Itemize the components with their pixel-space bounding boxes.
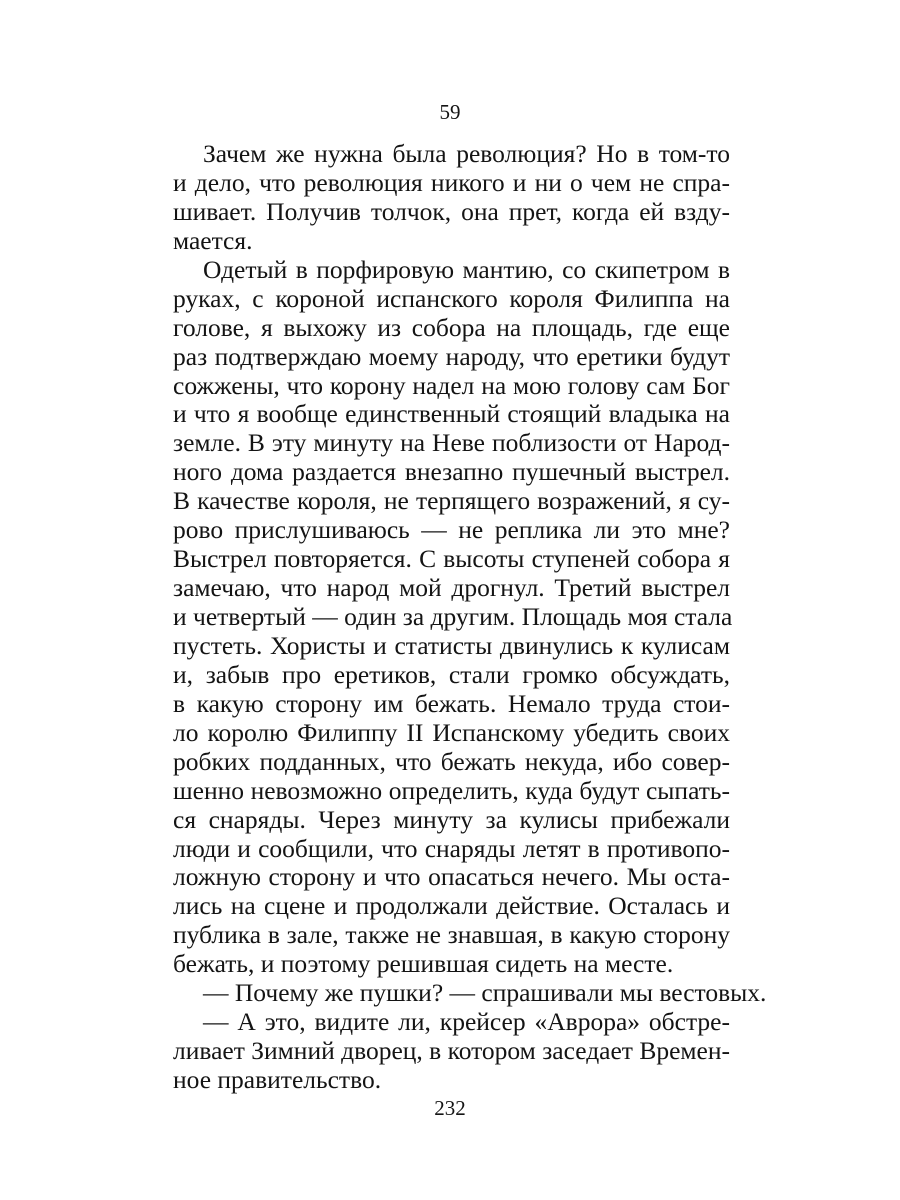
- dialogue-line: — Почему же пушки? — спрашивали мы вестовых.: [203, 978, 767, 1008]
- text-line: Выстрел повторяется. С высоты ступеней собора я: [173, 544, 730, 574]
- text-line: мается.: [173, 225, 253, 255]
- body-text: [173, 139, 767, 1095]
- text-line: и четвертый — один за другим. Площадь моя стала: [173, 602, 733, 631]
- text-line: ло королю Филиппу II Испанскому убедить своих: [173, 717, 730, 747]
- text-line: шенно невозможно определить, куда будут сыпать-: [173, 775, 730, 805]
- text-line: ливает Зимний дворец, в котором заседает Времен-: [173, 1036, 730, 1066]
- text-line: в какую сторону им бежать. Немало труда стои-: [173, 688, 730, 718]
- text-line: ложную сторону и что опасаться нечего. Мы оста-: [173, 862, 730, 892]
- running-header-number: 59: [439, 100, 461, 124]
- text-line: публика в зале, также не знавшая, в какую сторону: [173, 920, 730, 950]
- text-line: ного дома раздается внезапно пушечный выстрел.: [173, 457, 730, 487]
- text-line: сожжены, что корону надел на мою голову сам Бог: [173, 370, 730, 400]
- text-line: руках, с короной испанского короля Филиппа на: [173, 283, 730, 313]
- text-line-stressed: [173, 400, 730, 429]
- text-line: Одетый в порфировую мантию, со скипетром в: [203, 254, 730, 284]
- text-line: пустеть. Хористы и статисты двинулись к кулисам: [173, 630, 730, 660]
- text-line: шивает. Получив толчок, она прет, когда ей взду-: [173, 196, 730, 226]
- text-line: рово прислушиваюсь — не реплика ли это мне?: [173, 515, 730, 545]
- text-line: В качестве короля, не терпящего возражений, я су-: [173, 486, 730, 516]
- stress-mark: о: [529, 399, 543, 429]
- text-line: и дело, что революция никого и ни о чем не спра-: [173, 167, 730, 197]
- text-line: ное правительство.: [173, 1065, 382, 1094]
- text-line: бежать, и поэтому решившая сидеть на месте.: [173, 949, 674, 979]
- stressed-prefix: и что я вообще единственный ст: [173, 399, 530, 429]
- text-line: Зачем же нужна была революция? Но в том-то: [203, 139, 730, 168]
- text-line: и, забыв про еретиков, стали громко обсуждать,: [173, 659, 730, 689]
- text-line: лись на сцене и продолжали действие. Осталась и: [173, 891, 730, 921]
- text-line: земле. В эту минуту на Неве поблизости от Народ-: [173, 428, 730, 458]
- text-line: люди и сообщили, что снаряды летят в противопо-: [173, 833, 730, 863]
- text-line: замечаю, что народ мой дрогнул. Третий выстрел: [173, 573, 730, 603]
- text-line: робких подданных, что бежать некуда, ибо совер-: [173, 746, 730, 776]
- text-line: ся снаряды. Через минуту за кулисы прибежали: [173, 804, 730, 834]
- page-number: 232: [434, 1096, 466, 1120]
- stressed-suffix: ящий владыка на: [542, 399, 730, 429]
- text-line: голове, я выхожу из собора на площадь, где еще: [173, 312, 730, 342]
- text-line: раз подтверждаю моему народу, что еретики будут: [173, 341, 730, 371]
- dialogue-line: — А это, видите ли, крейсер «Аврора» обстре-: [203, 1007, 730, 1037]
